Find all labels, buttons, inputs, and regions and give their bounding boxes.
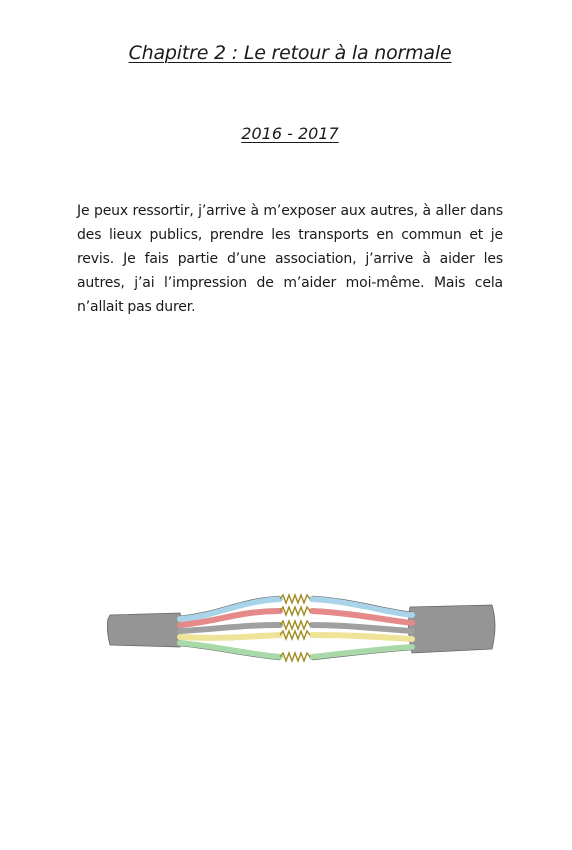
spring-4 bbox=[280, 631, 310, 639]
spring-2 bbox=[280, 607, 310, 615]
wire-green-right bbox=[312, 647, 412, 657]
body-paragraph: Je peux ressortir, j’arrive à m’exposer aux autres, à aller dans des lieux publics, prendre les transports en commun et je revis. Je fais partie d’une association, j’arrive à aider les autres, j’ai l’impression de m’aider moi-même. Mais cela n’allait pas durer. bbox=[77, 203, 503, 315]
spring-3 bbox=[280, 621, 310, 629]
chapter-title: Chapitre 2 : Le retour à la normale bbox=[128, 42, 452, 64]
cable-sheath-left bbox=[107, 613, 182, 647]
wire-grey-right bbox=[312, 625, 412, 631]
wires-right bbox=[312, 599, 412, 657]
spring-5 bbox=[280, 653, 310, 661]
chapter-years: 2016 - 2017 bbox=[241, 124, 339, 143]
wire-yellow-left bbox=[180, 635, 280, 638]
spring-1 bbox=[280, 595, 310, 603]
cable-sheath-right bbox=[408, 605, 495, 653]
wire-yellow-right bbox=[312, 635, 412, 639]
wire-green-left bbox=[180, 643, 280, 657]
springs bbox=[280, 595, 310, 661]
cable-drawing-illustration bbox=[100, 585, 500, 675]
wires-left bbox=[180, 599, 280, 657]
